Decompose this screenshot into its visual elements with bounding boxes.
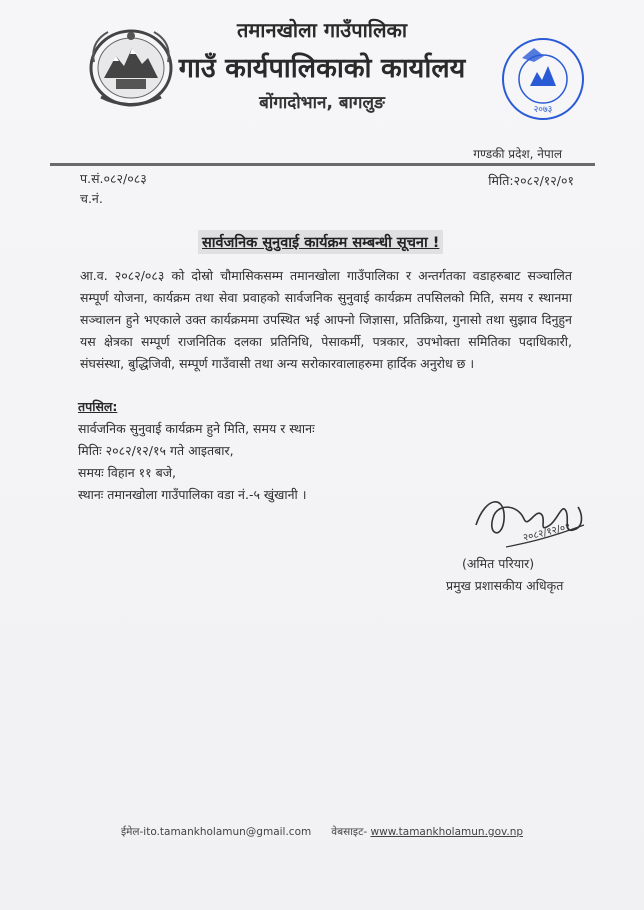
signer-name: (अमित परियार) xyxy=(462,556,535,571)
website-label: वेबसाइट- xyxy=(331,826,368,838)
footer-contact xyxy=(0,825,644,839)
reference-number: प.सं.०८२/०८३ xyxy=(80,171,147,186)
event-time: समयः विहान ११ बजे, xyxy=(78,465,177,480)
municipality-name: तमानखोला गाउँपालिका xyxy=(236,18,408,42)
signature-date: २०८२/१२/०१ xyxy=(522,521,572,544)
header-divider xyxy=(50,163,595,166)
dispatch-number: च.नं. xyxy=(80,191,103,206)
email-label: ईमेल- xyxy=(120,826,144,838)
details-heading: तपसिल: xyxy=(78,399,118,414)
office-address: बोंगादोभान, बागलुङ xyxy=(259,93,385,113)
signer-title: प्रमुख प्रशासकीय अधिकृत xyxy=(446,578,564,593)
website-link[interactable]: www.tamankholamun.gov.np xyxy=(370,826,524,838)
seal-year: २०७३ xyxy=(533,105,553,115)
details-intro: सार्वजनिक सुनुवाई कार्यक्रम हुने मिति, समय र स्थानः xyxy=(78,421,315,436)
email-address[interactable]: ito.tamankholamun@gmail.com xyxy=(143,826,312,838)
handwritten-signature xyxy=(466,485,591,565)
event-date: मितिः २०८२/१२/१५ गते आइतबार, xyxy=(78,443,234,458)
event-place: स्थानः तमानखोला गाउँपालिका वडा नं.-५ खुंखानी । xyxy=(78,487,307,502)
notice-subject: सार्वजनिक सुनुवाई कार्यक्रम सम्बन्धी सूचना ! xyxy=(198,230,443,254)
notice-body: आ.व. २०८२/०८३ को दोस्रो चौमासिकसम्म तमानखोला गाउँपालिका र अन्तर्गतका वडाहरुबाट सञ्चालित सम्पूर्ण योजना, कार्यक्रम तथा सेवा प्रवाहको सार्वजनिक सुनुवाई कार्यक्रम तपसिलको मिति, समय र स्थानमा सञ्चालन हुने भएकाले उक्त कार्यक्रममा उपस्थित भई आफ्नो जिज्ञासा, प्रतिक्रिया, गुनासो तथा सुझाव दिनुहुन यस क्षेत्रका सम्पूर्ण राजनितिक दलका प्रतिनिधि, पेसाकर्मी, पत्रकार, उपभोक्ता समितिका पदाधिकारी, संघसंस्था, बुद्धिजिवी, सम्पूर्ण गाउँवासी तथा अन्य सरोकारवालाहरुमा हार्दिक अनुरोध छ । xyxy=(80,268,572,371)
letter-date: मिति:२०८२/१२/०१ xyxy=(488,173,574,188)
office-name: गाउँ कार्यपालिकाको कार्यालय xyxy=(178,53,466,84)
province-label: गण्डकी प्रदेश, नेपाल xyxy=(473,147,562,161)
